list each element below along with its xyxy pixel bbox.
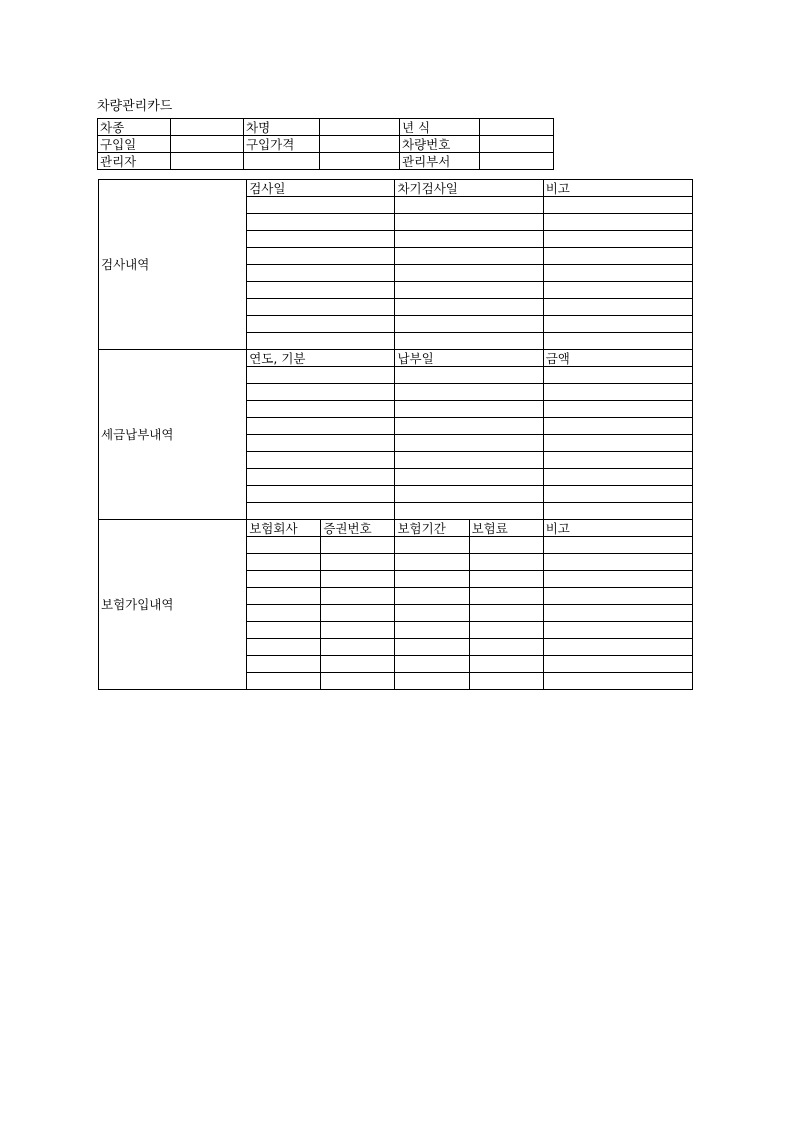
info-value-cell[interactable] — [244, 153, 320, 170]
insurance-entry-cell[interactable] — [543, 639, 692, 656]
insurance-entry-cell[interactable] — [395, 639, 469, 656]
insurance-entry-cell[interactable] — [543, 622, 692, 639]
insurance-entry-cell[interactable] — [395, 605, 469, 622]
tax-entry-cell[interactable] — [247, 384, 395, 401]
insurance-entry-cell[interactable] — [469, 554, 543, 571]
tax-section-label: 세금납부내역 — [99, 350, 247, 520]
insurance-column-header: 보험기간 — [395, 520, 469, 537]
insurance-entry-cell[interactable] — [543, 673, 692, 690]
info-label: 차종 — [98, 119, 171, 136]
insurance-entry-cell[interactable] — [321, 571, 395, 588]
tax-entry-cell[interactable] — [395, 452, 543, 469]
info-label: 차량번호 — [400, 136, 480, 153]
inspection-entry-cell[interactable] — [543, 282, 692, 299]
inspection-entry-cell[interactable] — [247, 248, 395, 265]
inspection-entry-cell[interactable] — [247, 333, 395, 350]
info-value-cell[interactable] — [480, 136, 554, 153]
insurance-entry-cell[interactable] — [321, 554, 395, 571]
info-value-cell[interactable] — [480, 119, 554, 136]
inspection-entry-cell[interactable] — [543, 299, 692, 316]
tax-entry-cell[interactable] — [395, 486, 543, 503]
insurance-entry-cell[interactable] — [321, 537, 395, 554]
insurance-column-header: 보험회사 — [247, 520, 321, 537]
vehicle-info-table — [97, 118, 554, 170]
tax-entry-cell[interactable] — [395, 469, 543, 486]
tax-entry-cell[interactable] — [247, 469, 395, 486]
insurance-entry-cell[interactable] — [543, 537, 692, 554]
info-row — [98, 119, 554, 136]
insurance-entry-cell[interactable] — [321, 673, 395, 690]
insurance-entry-cell[interactable] — [469, 588, 543, 605]
info-label: 구입가격 — [244, 136, 320, 153]
insurance-entry-cell[interactable] — [247, 571, 321, 588]
inspection-entry-cell[interactable] — [247, 197, 395, 214]
insurance-entry-cell[interactable] — [469, 656, 543, 673]
inspection-entry-cell[interactable] — [247, 265, 395, 282]
tax-entry-cell[interactable] — [247, 367, 395, 384]
insurance-entry-cell[interactable] — [469, 605, 543, 622]
insurance-entry-cell[interactable] — [469, 537, 543, 554]
insurance-entry-cell[interactable] — [543, 605, 692, 622]
inspection-section-label: 검사내역 — [99, 180, 247, 350]
tax-entry-cell[interactable] — [395, 503, 543, 520]
tax-entry-cell[interactable] — [247, 401, 395, 418]
insurance-entry-cell[interactable] — [395, 622, 469, 639]
tax-entry-cell[interactable] — [543, 503, 692, 520]
insurance-entry-cell[interactable] — [469, 571, 543, 588]
tax-entry-cell[interactable] — [543, 452, 692, 469]
insurance-entry-cell[interactable] — [321, 605, 395, 622]
info-value-cell[interactable] — [320, 136, 400, 153]
inspection-entry-cell[interactable] — [543, 333, 692, 350]
inspection-entry-cell[interactable] — [395, 265, 543, 282]
inspection-entry-cell[interactable] — [395, 282, 543, 299]
insurance-header-row — [99, 520, 693, 537]
inspection-entry-cell[interactable] — [543, 248, 692, 265]
inspection-entry-cell[interactable] — [395, 214, 543, 231]
info-row — [98, 136, 554, 153]
info-row — [98, 153, 554, 170]
insurance-entry-cell[interactable] — [247, 554, 321, 571]
inspection-entry-cell[interactable] — [395, 231, 543, 248]
page-title: 차량관리카드 — [97, 99, 173, 114]
insurance-section-label: 보험가입내역 — [99, 520, 247, 690]
insurance-column-header: 보험료 — [469, 520, 543, 537]
insurance-column-header: 증권번호 — [321, 520, 395, 537]
tax-entry-cell[interactable] — [247, 503, 395, 520]
tax-entry-cell[interactable] — [395, 367, 543, 384]
tax-column-header: 금액 — [543, 350, 692, 367]
insurance-entry-cell[interactable] — [395, 571, 469, 588]
tax-entry-cell[interactable] — [543, 486, 692, 503]
insurance-entry-cell[interactable] — [247, 622, 321, 639]
info-label: 년 식 — [400, 119, 480, 136]
insurance-entry-cell[interactable] — [543, 554, 692, 571]
insurance-entry-cell[interactable] — [469, 673, 543, 690]
insurance-entry-cell[interactable] — [469, 622, 543, 639]
inspection-column-header: 검사일 — [247, 180, 395, 197]
info-value-cell[interactable] — [320, 119, 400, 136]
insurance-entry-cell[interactable] — [395, 537, 469, 554]
tax-column-header: 연도, 기분 — [247, 350, 395, 367]
tax-entry-cell[interactable] — [543, 401, 692, 418]
insurance-entry-cell[interactable] — [469, 639, 543, 656]
insurance-entry-cell[interactable] — [247, 673, 321, 690]
inspection-entry-cell[interactable] — [543, 316, 692, 333]
inspection-header-row — [99, 180, 693, 197]
tax-entry-cell[interactable] — [395, 418, 543, 435]
info-value-cell[interactable] — [320, 153, 400, 170]
inspection-entry-cell[interactable] — [543, 265, 692, 282]
tax-entry-cell[interactable] — [543, 367, 692, 384]
inspection-column-header: 차기검사일 — [395, 180, 543, 197]
insurance-entry-cell[interactable] — [395, 673, 469, 690]
info-value-cell[interactable] — [171, 119, 244, 136]
inspection-entry-cell[interactable] — [543, 214, 692, 231]
inspection-entry-cell[interactable] — [247, 214, 395, 231]
tax-entry-cell[interactable] — [247, 435, 395, 452]
insurance-entry-cell[interactable] — [543, 588, 692, 605]
inspection-entry-cell[interactable] — [395, 248, 543, 265]
insurance-column-header: 비고 — [543, 520, 692, 537]
tax-entry-cell[interactable] — [395, 384, 543, 401]
tax-column-header: 납부일 — [395, 350, 543, 367]
tax-entry-cell[interactable] — [395, 435, 543, 452]
insurance-entry-cell[interactable] — [395, 588, 469, 605]
inspection-entry-cell[interactable] — [395, 299, 543, 316]
inspection-entry-cell[interactable] — [395, 197, 543, 214]
info-value-cell[interactable] — [480, 153, 554, 170]
inspection-entry-cell[interactable] — [543, 231, 692, 248]
tax-entry-cell[interactable] — [543, 435, 692, 452]
insurance-entry-cell[interactable] — [247, 588, 321, 605]
insurance-entry-cell[interactable] — [321, 588, 395, 605]
insurance-entry-cell[interactable] — [395, 656, 469, 673]
inspection-entry-cell[interactable] — [247, 282, 395, 299]
inspection-entry-cell[interactable] — [247, 316, 395, 333]
info-value-cell[interactable] — [171, 136, 244, 153]
inspection-entry-cell[interactable] — [395, 333, 543, 350]
tax-header-row — [99, 350, 693, 367]
inspection-column-header: 비고 — [543, 180, 692, 197]
info-value-cell[interactable] — [171, 153, 244, 170]
insurance-entry-cell[interactable] — [247, 605, 321, 622]
tax-entry-cell[interactable] — [543, 418, 692, 435]
tax-entry-cell[interactable] — [395, 401, 543, 418]
inspection-entry-cell[interactable] — [395, 316, 543, 333]
records-table — [98, 179, 693, 690]
insurance-entry-cell[interactable] — [543, 571, 692, 588]
tax-entry-cell[interactable] — [247, 486, 395, 503]
insurance-entry-cell[interactable] — [321, 622, 395, 639]
insurance-entry-cell[interactable] — [247, 656, 321, 673]
inspection-entry-cell[interactable] — [543, 197, 692, 214]
insurance-entry-cell[interactable] — [247, 639, 321, 656]
tax-entry-cell[interactable] — [543, 384, 692, 401]
info-label: 관리자 — [98, 153, 171, 170]
inspection-entry-cell[interactable] — [247, 231, 395, 248]
info-label: 구입일 — [98, 136, 171, 153]
insurance-entry-cell[interactable] — [395, 554, 469, 571]
insurance-entry-cell[interactable] — [321, 639, 395, 656]
insurance-entry-cell[interactable] — [247, 537, 321, 554]
tax-entry-cell[interactable] — [247, 418, 395, 435]
insurance-entry-cell[interactable] — [543, 656, 692, 673]
info-label: 관리부서 — [400, 153, 480, 170]
info-label: 차명 — [244, 119, 320, 136]
tax-entry-cell[interactable] — [247, 452, 395, 469]
tax-entry-cell[interactable] — [543, 469, 692, 486]
inspection-entry-cell[interactable] — [247, 299, 395, 316]
insurance-entry-cell[interactable] — [321, 656, 395, 673]
